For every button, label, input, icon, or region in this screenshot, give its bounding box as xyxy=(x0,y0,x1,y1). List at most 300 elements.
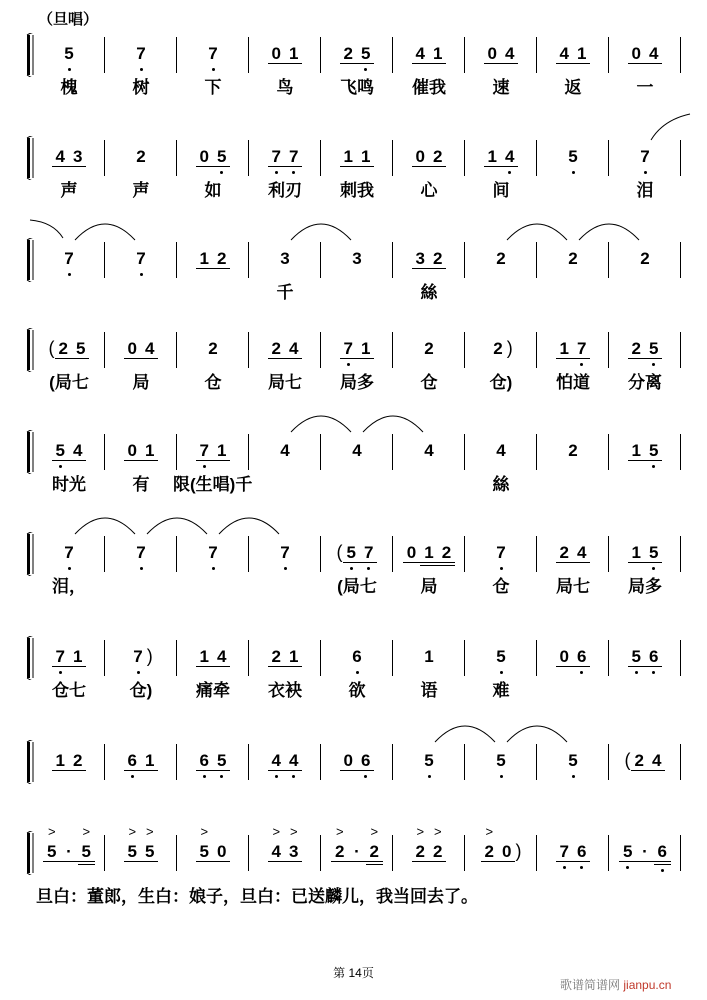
note xyxy=(357,147,374,167)
score-row xyxy=(0,638,707,700)
score-row xyxy=(0,432,707,494)
note-digit: 2 xyxy=(634,751,644,770)
accent-mark: > xyxy=(145,824,154,839)
note-digit: 7 xyxy=(136,44,146,63)
measure-notes xyxy=(393,647,465,666)
measure xyxy=(393,240,465,302)
barline xyxy=(680,332,681,368)
note xyxy=(340,44,357,64)
measure xyxy=(393,35,465,97)
measure xyxy=(465,138,537,200)
note xyxy=(645,441,662,461)
note xyxy=(196,824,213,862)
note-digit: 2 xyxy=(217,249,227,268)
note xyxy=(403,543,420,563)
note xyxy=(556,842,573,862)
tie-slur xyxy=(291,224,351,240)
note xyxy=(60,44,77,63)
measure-notes xyxy=(249,339,321,359)
note-digit: 5 xyxy=(424,751,434,770)
note-digit: 6 xyxy=(649,647,659,666)
low-octave-dot xyxy=(580,671,583,674)
note-digit: 1 xyxy=(343,147,353,166)
measure-notes xyxy=(105,824,177,862)
note xyxy=(357,44,374,64)
lyric: 间 xyxy=(492,181,510,200)
measure-notes xyxy=(465,647,537,666)
measure xyxy=(33,138,105,200)
low-octave-dot xyxy=(652,465,655,468)
lyric: 局七 xyxy=(556,577,590,596)
measure-notes xyxy=(105,543,177,562)
note xyxy=(268,147,285,167)
measure xyxy=(537,330,609,392)
measure xyxy=(33,240,105,280)
note-digit: 3 xyxy=(415,249,425,268)
note-digit: 7 xyxy=(364,543,374,562)
lyric: 槐 xyxy=(60,78,78,97)
low-octave-dot xyxy=(652,363,655,366)
note-digit: 6 xyxy=(577,647,587,666)
low-octave-dot xyxy=(220,775,223,778)
measure-notes xyxy=(537,441,609,460)
score-row xyxy=(0,330,707,392)
measure-notes xyxy=(609,543,681,563)
note-digit: 3 xyxy=(352,249,362,268)
low-octave-dot xyxy=(292,171,295,174)
measure xyxy=(33,638,105,700)
note xyxy=(484,44,501,64)
note xyxy=(481,824,498,862)
note xyxy=(78,824,95,865)
low-octave-dot xyxy=(364,775,367,778)
note-digit: 0 xyxy=(271,44,281,63)
note-digit: 5 xyxy=(623,842,633,861)
note xyxy=(357,339,374,359)
note-digit: 5 xyxy=(81,842,91,861)
note-digit: 0 xyxy=(631,44,641,63)
slurs xyxy=(0,112,707,142)
note xyxy=(129,647,146,666)
note xyxy=(631,751,648,771)
measure xyxy=(177,330,249,392)
note-digit: 7 xyxy=(496,543,506,562)
note-digit: 2 xyxy=(415,842,425,861)
measure xyxy=(105,534,177,574)
note xyxy=(492,647,509,666)
note xyxy=(343,543,360,563)
note xyxy=(636,147,653,166)
note xyxy=(412,44,429,64)
note xyxy=(69,147,86,167)
note-digit: 4 xyxy=(424,441,434,460)
low-octave-dot xyxy=(572,775,575,778)
note-digit: 4 xyxy=(505,147,515,166)
measure-notes xyxy=(33,751,105,771)
measure-notes xyxy=(393,824,465,862)
note xyxy=(276,249,293,268)
lyric: (局七 xyxy=(49,373,89,392)
note-digit: 0 xyxy=(217,842,227,861)
note-digit: 5 xyxy=(649,543,659,562)
note xyxy=(573,339,590,359)
note xyxy=(412,249,429,269)
note xyxy=(132,44,149,63)
measure xyxy=(321,138,393,200)
measure xyxy=(321,638,393,700)
low-octave-dot xyxy=(500,671,503,674)
score-row xyxy=(0,824,707,873)
measure-notes xyxy=(321,147,393,167)
measure-notes xyxy=(465,441,537,460)
lyric: 催我 xyxy=(412,78,446,97)
low-octave-dot xyxy=(626,866,629,869)
low-octave-dot xyxy=(350,567,353,570)
tie-slur xyxy=(435,726,495,742)
note-digit: · xyxy=(642,842,648,861)
note-digit: 1 xyxy=(145,751,155,770)
lyric: 声 xyxy=(132,181,150,200)
note-digit: 1 xyxy=(361,339,371,358)
note-digit: 5 xyxy=(346,543,356,562)
measure-notes xyxy=(609,147,681,166)
measure-notes xyxy=(177,339,249,358)
measure xyxy=(609,330,681,392)
measure xyxy=(33,330,105,392)
measure xyxy=(321,35,393,97)
measure xyxy=(321,240,393,280)
low-octave-dot xyxy=(131,775,134,778)
close-paren: ) xyxy=(146,646,153,666)
note-digit: 7 xyxy=(55,647,65,666)
accent-mark: > xyxy=(82,824,91,839)
note xyxy=(331,824,348,862)
score-row xyxy=(0,534,707,596)
low-octave-dot xyxy=(644,171,647,174)
note-digit: 2 xyxy=(640,249,650,268)
barline xyxy=(680,536,681,572)
measure xyxy=(537,432,609,472)
note-digit: 7 xyxy=(199,441,209,460)
note-digit: 1 xyxy=(577,44,587,63)
lyric: 分离 xyxy=(628,373,662,392)
note xyxy=(124,339,141,359)
open-paren: ( xyxy=(48,338,55,358)
barline xyxy=(680,140,681,176)
low-octave-dot xyxy=(203,775,206,778)
note xyxy=(429,824,446,862)
note xyxy=(501,44,518,64)
measure-notes xyxy=(33,147,105,167)
note xyxy=(573,44,590,64)
measure xyxy=(105,432,177,494)
accent-mark: > xyxy=(335,824,344,839)
lyric: 局多 xyxy=(628,577,662,596)
measure xyxy=(465,432,537,494)
measure-notes xyxy=(177,751,249,771)
measure-notes xyxy=(393,147,465,167)
watermark-site: 歌谱简谱网 xyxy=(560,978,621,992)
measure xyxy=(609,742,681,782)
measure-notes xyxy=(33,339,105,359)
measure xyxy=(465,35,537,97)
note-digit: 0 xyxy=(343,751,353,770)
note-digit: 7 xyxy=(208,44,218,63)
note xyxy=(573,543,590,563)
note xyxy=(196,647,213,667)
note-digit: 0 xyxy=(487,44,497,63)
low-octave-dot xyxy=(212,68,215,71)
note xyxy=(196,249,213,269)
note xyxy=(285,147,302,167)
measure-notes xyxy=(393,339,465,358)
measure xyxy=(105,824,177,873)
measure-notes xyxy=(33,824,105,865)
note-digit: 3 xyxy=(289,842,299,861)
measure-notes xyxy=(105,147,177,166)
note-digit: 1 xyxy=(73,647,83,666)
note-digit: 4 xyxy=(145,339,155,358)
note xyxy=(340,751,357,771)
note xyxy=(204,44,221,63)
note xyxy=(564,751,581,770)
note-digit: 2 xyxy=(496,249,506,268)
note-digit: 6 xyxy=(352,647,362,666)
accent-mark: > xyxy=(47,824,56,839)
note xyxy=(348,647,365,666)
measure xyxy=(177,534,249,574)
note-digit: 2 xyxy=(493,339,503,358)
note xyxy=(69,647,86,667)
note-digit: 1 xyxy=(424,647,434,666)
measure-notes xyxy=(537,647,609,667)
watermark xyxy=(560,976,671,993)
note xyxy=(52,751,69,771)
lyric: 速 xyxy=(492,78,510,97)
slurs xyxy=(0,406,707,436)
note-digit: 7 xyxy=(64,543,74,562)
note xyxy=(52,441,69,461)
low-octave-dot xyxy=(635,671,638,674)
measure-notes xyxy=(609,249,681,268)
measure-notes xyxy=(177,824,249,862)
note-digit: 6 xyxy=(127,751,137,770)
measure xyxy=(465,638,537,700)
measure xyxy=(321,742,393,782)
measure xyxy=(173,432,253,494)
note xyxy=(492,441,509,460)
open-paren: ( xyxy=(624,750,631,770)
note-digit: 4 xyxy=(415,44,425,63)
tie-slur xyxy=(291,416,351,432)
note xyxy=(412,824,429,862)
measure xyxy=(249,742,321,782)
measure xyxy=(249,240,321,302)
measure-notes xyxy=(33,543,105,562)
low-octave-dot xyxy=(500,567,503,570)
lyric: 泪 xyxy=(636,181,654,200)
measure-notes xyxy=(465,339,537,358)
barline xyxy=(680,434,681,470)
note-digit: 0 xyxy=(406,543,417,562)
note-digit: 6 xyxy=(577,842,587,861)
note xyxy=(141,824,158,862)
measure-notes xyxy=(537,249,609,268)
note-digit: 2 xyxy=(369,842,379,861)
lyric: 鸟 xyxy=(276,78,294,97)
measure xyxy=(177,638,249,700)
low-octave-dot xyxy=(140,273,143,276)
measure xyxy=(177,240,249,280)
augmentation-dot xyxy=(349,842,366,862)
note-digit: · xyxy=(66,842,72,861)
lyric: 声 xyxy=(60,181,78,200)
note-digit: 1 xyxy=(559,339,569,358)
measure-notes xyxy=(105,647,177,666)
note-digit: 5 xyxy=(217,147,227,166)
note-digit: 1 xyxy=(55,751,65,770)
lyric: 语 xyxy=(420,681,438,700)
note-digit: 4 xyxy=(652,751,662,770)
note-digit: 3 xyxy=(73,147,83,166)
low-octave-dot xyxy=(59,671,62,674)
measure xyxy=(537,534,609,596)
measure xyxy=(609,138,681,200)
low-octave-dot xyxy=(59,465,62,468)
note xyxy=(619,842,636,862)
note-digit: 7 xyxy=(271,147,281,166)
measure xyxy=(393,534,465,596)
note-digit: 0 xyxy=(502,842,512,861)
measure xyxy=(393,330,465,392)
note xyxy=(438,543,455,566)
lyric: 欲 xyxy=(348,681,366,700)
note xyxy=(204,339,221,358)
note xyxy=(124,441,141,461)
measure xyxy=(249,432,321,472)
measure-notes xyxy=(321,44,393,64)
note-digit: 7 xyxy=(289,147,299,166)
measure xyxy=(105,240,177,280)
lyric: 仓 xyxy=(204,373,222,392)
lyric: 絲 xyxy=(420,283,438,302)
lyric: 一 xyxy=(636,78,654,97)
note xyxy=(492,543,509,562)
tie-slur xyxy=(651,114,690,140)
note xyxy=(420,441,437,460)
note xyxy=(420,647,437,666)
note xyxy=(420,751,437,770)
note xyxy=(285,647,302,667)
note xyxy=(628,339,645,359)
measure xyxy=(249,35,321,97)
low-octave-dot xyxy=(563,866,566,869)
lyric: 仓 xyxy=(420,373,438,392)
note xyxy=(132,543,149,562)
tie-slur xyxy=(507,726,567,742)
measure-notes xyxy=(609,751,681,771)
note-digit: 5 xyxy=(55,441,65,460)
note-digit: 4 xyxy=(271,842,281,861)
barline xyxy=(680,640,681,676)
note-digit: 2 xyxy=(271,647,281,666)
measure xyxy=(33,534,105,596)
measure-notes xyxy=(321,751,393,771)
measure-notes xyxy=(537,339,609,359)
measure xyxy=(105,330,177,392)
note-digit: 4 xyxy=(271,751,281,770)
note xyxy=(196,441,213,461)
lyric: 如 xyxy=(204,181,222,200)
note-digit: 4 xyxy=(217,647,227,666)
low-octave-dot xyxy=(275,775,278,778)
measure-notes xyxy=(609,647,681,667)
measure-notes xyxy=(249,249,321,268)
tie-slur xyxy=(75,518,135,534)
note-digit: 2 xyxy=(271,339,281,358)
low-octave-dot xyxy=(364,68,367,71)
note-digit: 2 xyxy=(73,751,83,770)
measure xyxy=(321,432,393,472)
note-digit: 0 xyxy=(199,147,209,166)
note xyxy=(268,751,285,771)
measure xyxy=(537,742,609,782)
note xyxy=(52,147,69,167)
note xyxy=(573,842,590,862)
low-octave-dot xyxy=(68,68,71,71)
note xyxy=(645,339,662,359)
note-digit: 5 xyxy=(76,339,86,358)
measure-notes xyxy=(33,647,105,667)
measure xyxy=(393,824,465,873)
lyric: 痛牵 xyxy=(196,681,230,700)
measure xyxy=(465,534,537,596)
note-digit: 5 xyxy=(649,339,659,358)
note-digit: 4 xyxy=(649,44,659,63)
low-octave-dot xyxy=(661,869,664,872)
note xyxy=(564,441,581,460)
note-digit: 5 xyxy=(64,44,74,63)
low-octave-dot xyxy=(356,671,359,674)
note xyxy=(628,647,645,667)
lyric: 限(生唱)千 xyxy=(173,475,253,494)
note-digit: 7 xyxy=(640,147,650,166)
note xyxy=(366,824,383,865)
accent-mark: > xyxy=(128,824,137,839)
tie-slur xyxy=(147,518,207,534)
note-digit: 2 xyxy=(441,543,452,562)
note xyxy=(498,842,515,862)
measure-notes xyxy=(33,441,105,461)
note-digit: 2 xyxy=(433,842,443,861)
slurs xyxy=(0,508,707,538)
measure-notes xyxy=(537,543,609,563)
note xyxy=(52,647,69,667)
lyric: 心 xyxy=(420,181,438,200)
low-octave-dot xyxy=(275,171,278,174)
note xyxy=(420,543,437,566)
note xyxy=(268,44,285,64)
note xyxy=(213,441,230,461)
lyric: 絲 xyxy=(492,475,510,494)
lyric: 难 xyxy=(492,681,510,700)
measure-notes xyxy=(393,543,465,566)
accent-mark: > xyxy=(416,824,425,839)
note-digit: 2 xyxy=(484,842,494,861)
measure xyxy=(177,138,249,200)
measure xyxy=(321,330,393,392)
note-digit: 2 xyxy=(343,44,353,63)
